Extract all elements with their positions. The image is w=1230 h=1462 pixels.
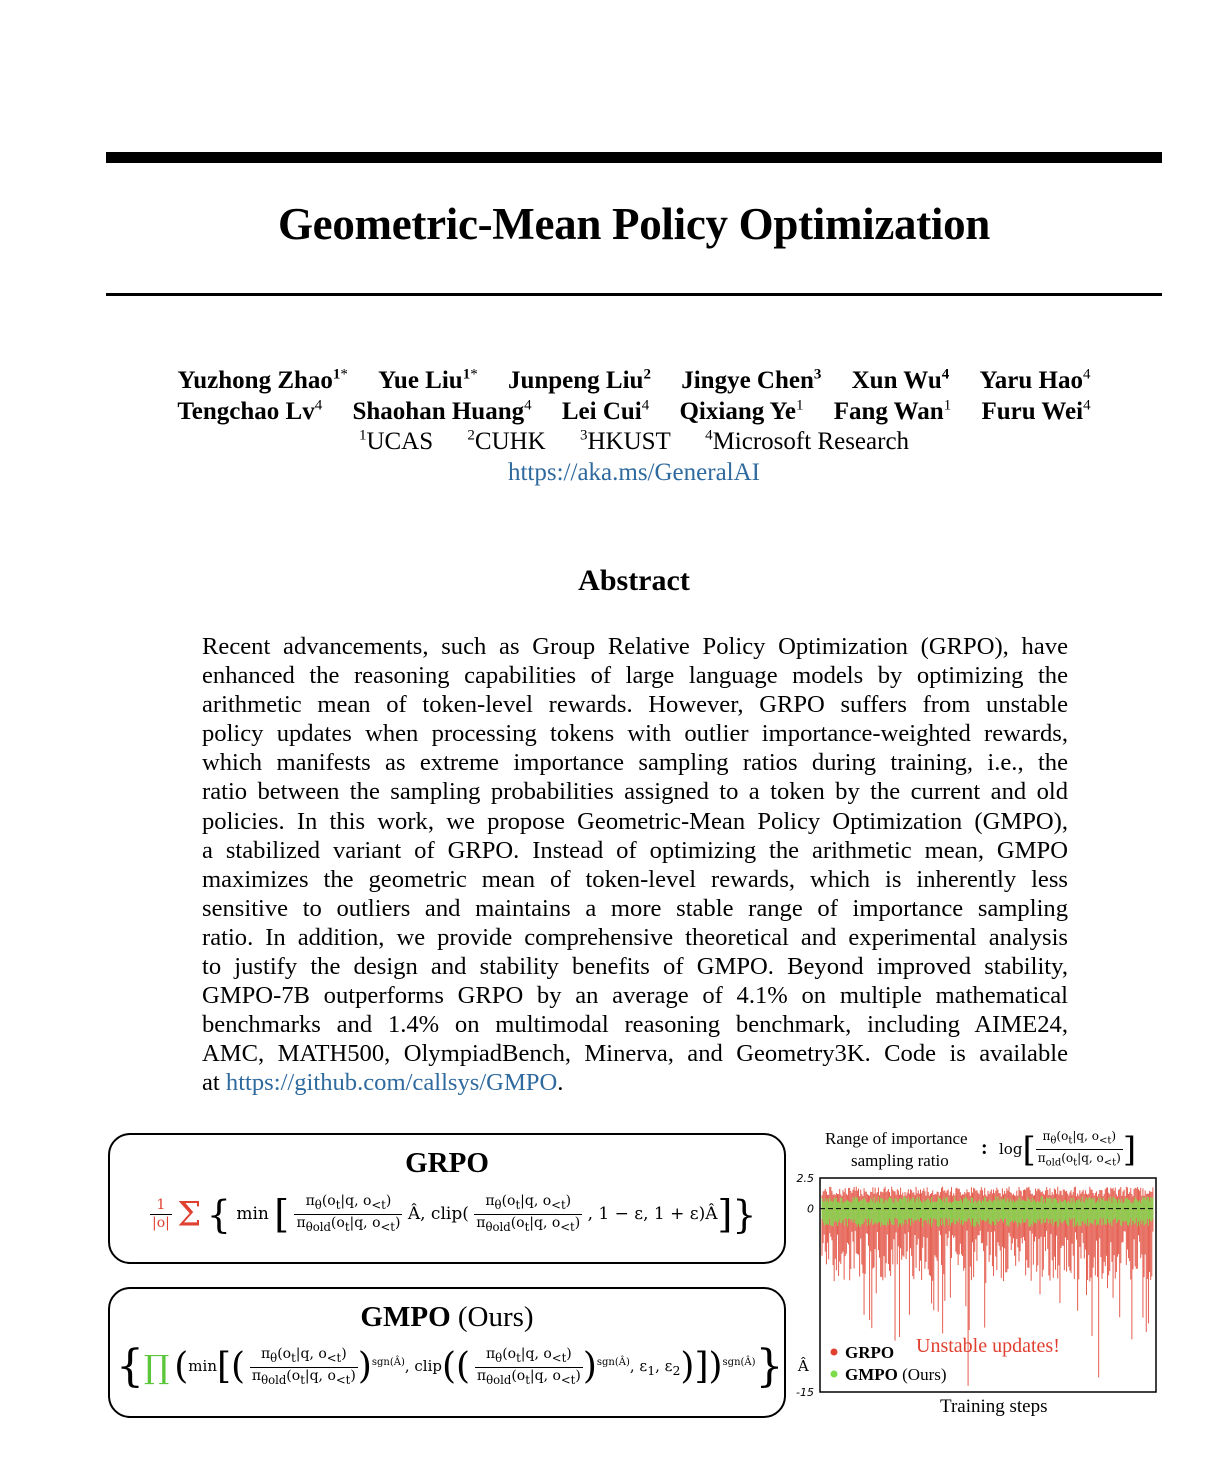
grpo-formula-box [108, 1133, 786, 1264]
abstract-line: AMC, MATH500, OlympiadBench, Minerva, and Geometry3K. Code is available [202, 1040, 1068, 1068]
author: Yaru Hao$^4$ [979, 367, 1091, 395]
top-rule [106, 152, 1162, 163]
abstract-line: a stabilized variant of GRPO. Instead of optimizing the arithmetic mean, GMPO [202, 836, 1068, 864]
author: Qixiang Ye$^1$ [679, 398, 804, 426]
y-tick-label: 0 [807, 1202, 814, 1216]
gmpo-box-title: GMPO (Ours) [360, 1301, 534, 1333]
authors-line-1 [106, 367, 1162, 395]
legend-gmpo-label: GMPO (Ours) [845, 1365, 947, 1384]
author: Shaohan Huang$^4$ [352, 398, 532, 426]
abstract-last-line: at https://github.com/callsys/GMPO. [202, 1069, 564, 1097]
author: Furu Wei$^4$ [981, 398, 1091, 426]
importance-ratio-chart [790, 1170, 1170, 1430]
affiliation: $^2$CUHK [467, 428, 546, 456]
log-ratio-formula: log[ $\frac{\pi_\theta(o_t|q, o_{<t})}{\pi_{old}(o_t|q, o_{<t})}$ ] [999, 1129, 1137, 1170]
abstract-line: GMPO-7B outperforms GRPO by an average of 4.1% on multiple mathematical [202, 982, 1068, 1010]
affiliation: $^3$HKUST [579, 428, 671, 456]
author: Jingye Chen$^3$ [681, 367, 822, 395]
abstract-line: Recent advancements, such as Group Relative Policy Optimization (GRPO), have [202, 633, 1068, 660]
chart-header-line-1: Range of importance [825, 1129, 968, 1148]
paper-title: Geometric-Mean Policy Optimization [277, 199, 991, 249]
abstract-heading: Abstract [578, 564, 690, 597]
code-link[interactable]: https://github.com/callsys/GMPO [225, 1069, 558, 1097]
abstract-line: enhanced the reasoning capabilities of large language models by optimizing the [202, 662, 1068, 690]
project-url-row [106, 459, 1162, 487]
affiliation: $^4$Microsoft Research [705, 428, 910, 456]
x-axis-label: Training steps [940, 1396, 1048, 1417]
author: Lei Cui$^4$ [561, 398, 650, 426]
affiliation: $^1$UCAS [358, 428, 434, 456]
abstract-line: benchmarks and 1.4% on multimodal reasoning benchmark, including AIME24, [202, 1011, 1068, 1039]
legend-grpo-label: GRPO [845, 1343, 895, 1362]
legend-gmpo-dot [831, 1371, 838, 1378]
author: Yue Liu$^{1*}$ [378, 367, 478, 395]
author: Junpeng Liu$^2$ [507, 367, 651, 395]
abstract-line: ratio. In addition, we provide comprehensive theoretical and experimental analysis [202, 923, 1068, 951]
abstract-body [202, 632, 1068, 1098]
chart-header-line-2: sampling ratio [851, 1151, 949, 1170]
author: Tengchao Lv$^4$ [177, 398, 323, 426]
abstract-line: to justify the design and stability benefits of GMPO. Beyond improved stability, [202, 953, 1068, 981]
abstract-line: arithmetic mean of token-level rewards. However, GRPO suffers from unstable [202, 691, 1068, 719]
affiliations [106, 428, 1162, 456]
project-link[interactable]: https://aka.ms/GeneralAI [507, 459, 760, 486]
authors-line-2 [106, 398, 1162, 426]
author: Xun Wu$^4$ [851, 367, 950, 395]
plot-area [796, 1172, 1156, 1399]
unstable-annotation: Unstable updates! [916, 1335, 1060, 1357]
author: Yuzhong Zhao$^{1*}$ [177, 367, 348, 395]
chart-header-colon: : [981, 1137, 988, 1159]
y-tick-label: 2.5 [796, 1172, 814, 1185]
abstract-line: ratio between the sampling probabilities assigned to a token by the current and old [202, 778, 1068, 806]
author: Fang Wan$^1$ [833, 398, 952, 426]
gmpo-formula: {∏ (min[( $\frac{\pi_\theta(o_t|q, o_{<t})}{\pi_{\theta old}(o_t|q, o_{<t})}$ )$^{sgn(Â)}$, clip(( $\frac{\pi_\theta(o_t|q, o_{<t})}{\pi_{\theta old}(o_t|q, o_{<t})}$ )$^{sgn(Â)}$, $\varepsilon_1$, $\varepsilon_2)])^{sgn(Â)}$} Â [116, 1341, 809, 1392]
abstract-line: maximizes the geometric mean of token-level rewards, which is inherently less [202, 865, 1068, 893]
grpo-formula: $\frac{1}{|o|}$ Σ { min [ $\frac{\pi_\theta(o_t|q, o_{<t})}{\pi_{\theta old}(o_t|q, o_{<t})}$ Â, clip( $\frac{\pi_\theta(o_t|q, o_{<t})}{\pi_{\theta old}(o_t|q, o_{<t})}$ , 1 − ε, 1 + ε)Â]} [152, 1192, 757, 1237]
abstract-line: sensitive to outliers and maintains a more stable range of importance sampling [202, 894, 1068, 922]
grpo-box-title: GRPO [405, 1147, 489, 1179]
title-bottom-rule [106, 293, 1162, 296]
legend-grpo-dot [831, 1349, 838, 1356]
abstract-line: policies. In this work, we propose Geometric-Mean Policy Optimization (GMPO), [202, 807, 1068, 835]
abstract-line: which manifests as extreme importance sampling ratios during training, i.e., the [202, 749, 1068, 777]
y-tick-label: -15 [796, 1386, 814, 1399]
abstract-line: policy updates when processing tokens with outlier importance-weighted rewards, [202, 720, 1068, 748]
